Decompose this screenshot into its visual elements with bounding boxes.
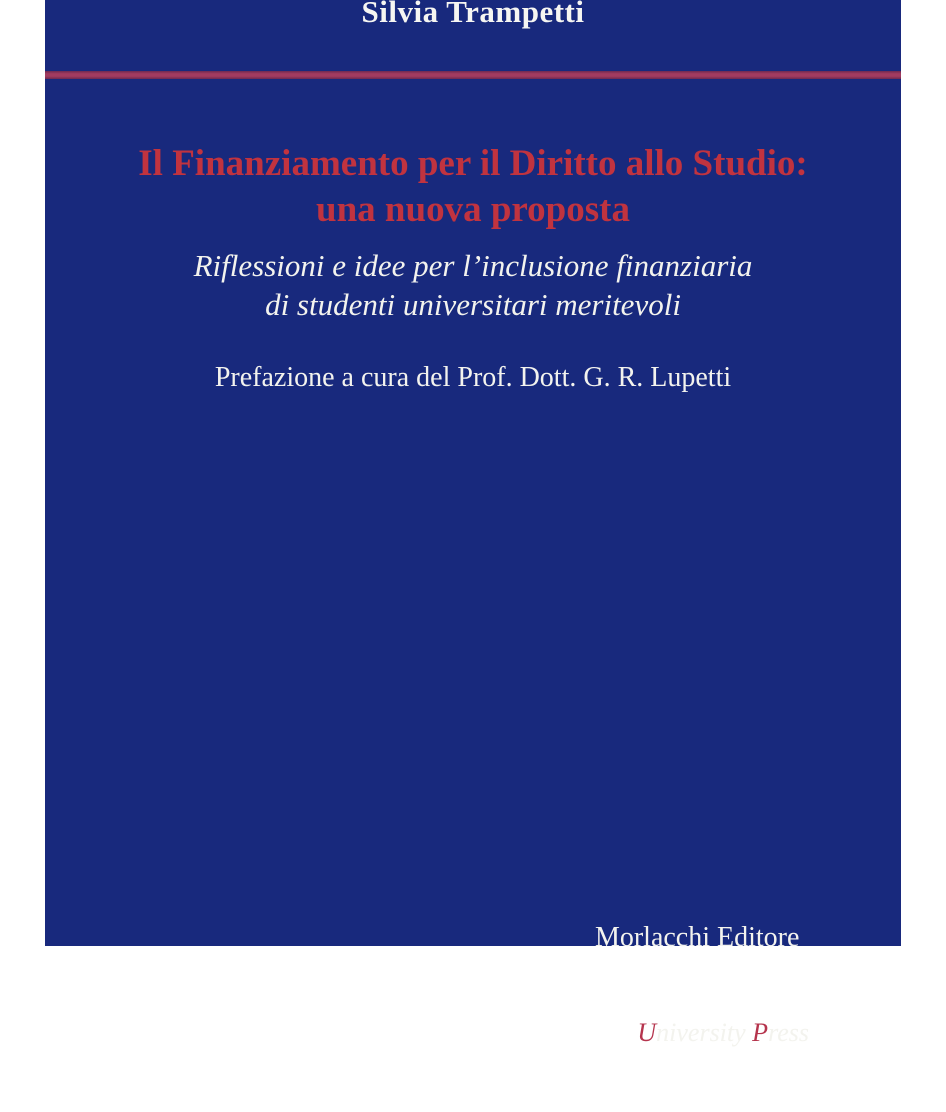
imprint-ress: ress [768, 1018, 809, 1047]
publisher-block [585, 886, 809, 1112]
book-title-line2: una nuova proposta [316, 189, 630, 230]
publisher-name: Morlacchi Editore [594, 922, 800, 953]
imprint-initial-u: U [637, 1018, 657, 1047]
publisher-imprint [585, 989, 809, 1076]
book-subtitle-line2: di studenti universitari meritevoli [265, 287, 681, 322]
book-title [45, 141, 901, 233]
cover-panel [45, 0, 901, 1047]
author-name: Silvia Trampetti [361, 0, 585, 29]
preface-credit: Prefazione a cura del Prof. Dott. G. R. Lupetti [214, 362, 732, 393]
imprint-niversity: niversity [656, 1018, 753, 1047]
book-title-line1: Il Finanziamento per il Diritto allo Studio: [138, 143, 808, 184]
book-subtitle [45, 246, 901, 324]
imprint-initial-p: P [752, 1018, 769, 1047]
book-subtitle-line1: Riflessioni e idee per l’inclusione finanziaria [193, 248, 753, 283]
horizontal-rule [45, 71, 901, 79]
